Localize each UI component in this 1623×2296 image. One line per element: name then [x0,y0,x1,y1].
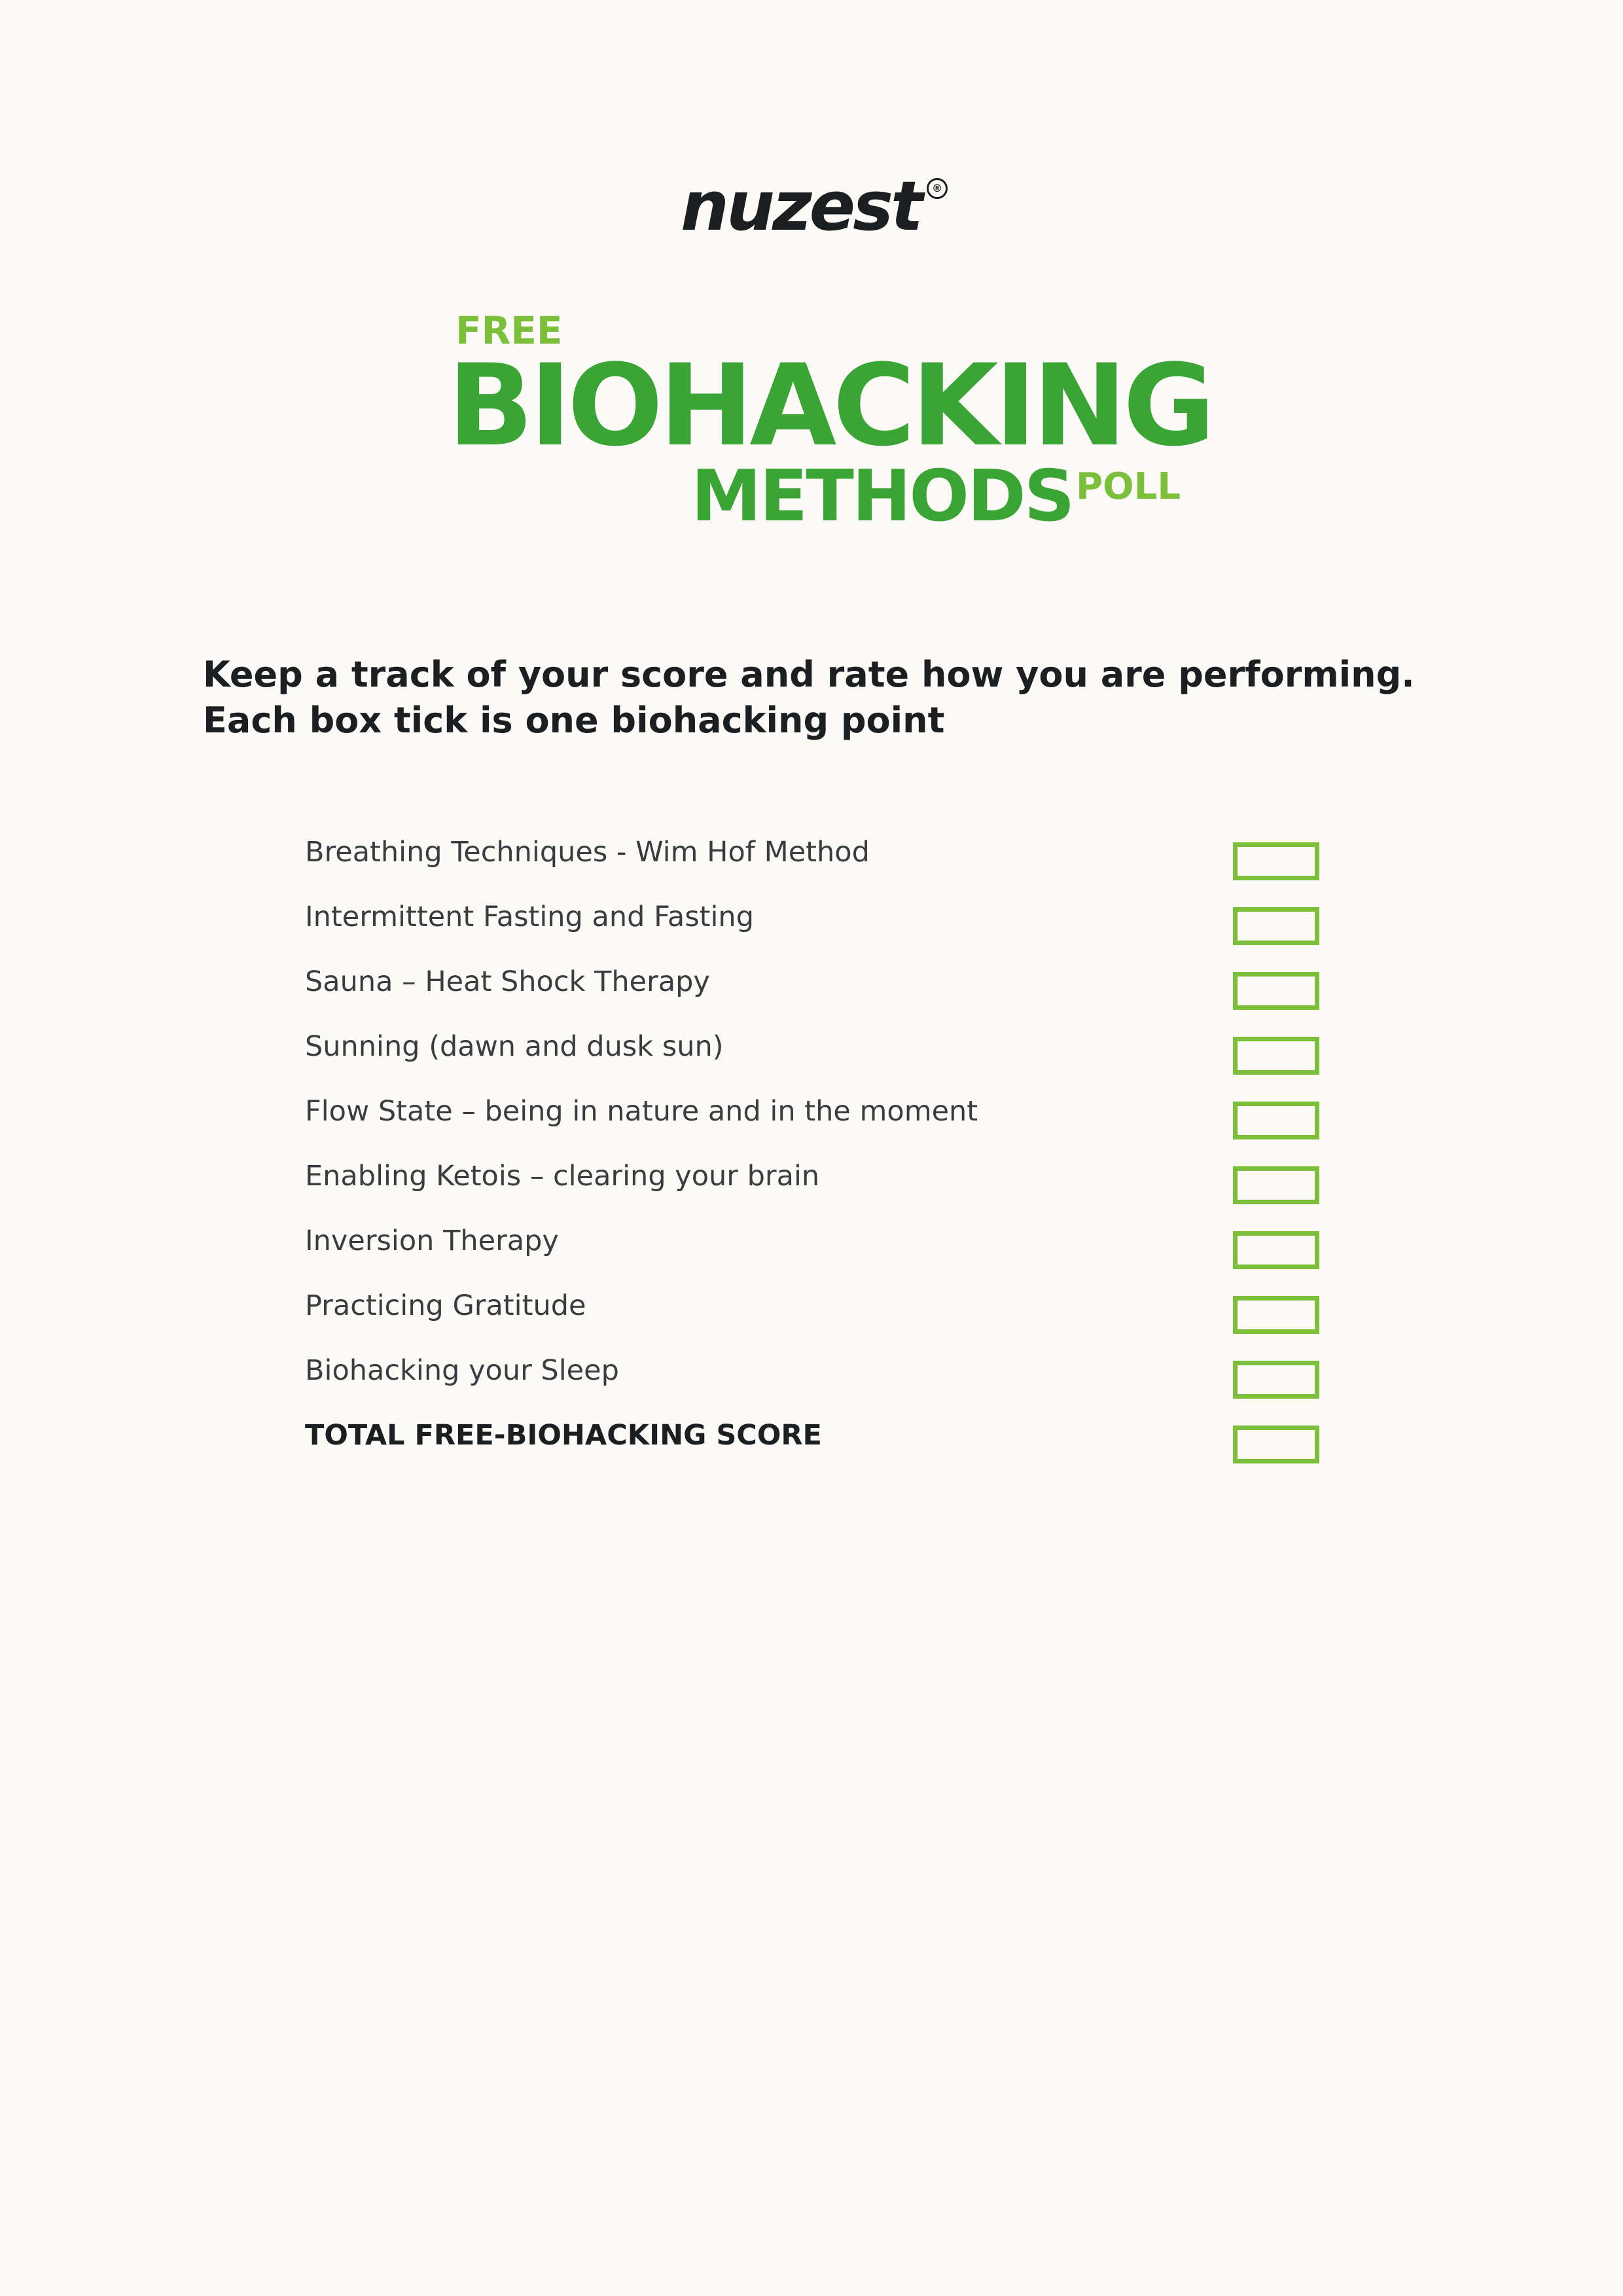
title-methods: METHODS [691,456,1073,537]
tick-box[interactable] [1233,1102,1319,1139]
method-label: Practicing Gratitude [305,1289,586,1322]
total-score-box[interactable] [1233,1426,1319,1463]
logo-wordmark: nuzest [681,166,921,246]
checklist-row [305,1150,1326,1215]
total-score-row [305,1409,1326,1474]
checklist-row [305,891,1326,956]
tick-box[interactable] [1233,842,1319,880]
tick-box[interactable] [1233,1166,1319,1204]
checklist-row [305,1085,1326,1150]
registered-mark-icon: ® [927,178,948,199]
method-label: Biohacking your Sleep [305,1354,619,1387]
method-label: Sunning (dawn and dusk sun) [305,1030,724,1063]
checklist-row [305,1280,1326,1344]
title-free: FREE [455,308,563,353]
checklist-row [305,1215,1326,1280]
checklist-row [305,956,1326,1020]
tick-box[interactable] [1233,972,1319,1010]
tick-box[interactable] [1233,1296,1319,1334]
checklist-row [305,1020,1326,1085]
tick-box[interactable] [1233,907,1319,945]
tick-box[interactable] [1233,1231,1319,1269]
method-label: Intermittent Fasting and Fasting [305,901,754,933]
nuzest-logo [681,164,955,249]
checklist-row [305,1344,1326,1409]
title-poll: POLL [1076,465,1181,508]
method-label: Inversion Therapy [305,1225,559,1257]
methods-checklist [305,826,1326,1474]
title-biohacking: BIOHACKING [448,340,1212,471]
intro-text: Keep a track of your score and rate how you are performing. Each box tick is one biohacking point [203,654,1415,741]
checklist-row [305,826,1326,891]
method-label: Sauna – Heat Shock Therapy [305,965,710,998]
method-label: Flow State – being in nature and in the moment [305,1095,978,1128]
method-label: Breathing Techniques - Wim Hof Method [305,836,870,869]
method-label: Enabling Ketois – clearing your brain [305,1160,820,1193]
total-score-label: TOTAL FREE-BIOHACKING SCORE [305,1419,822,1452]
tick-box[interactable] [1233,1361,1319,1399]
tick-box[interactable] [1233,1037,1319,1075]
